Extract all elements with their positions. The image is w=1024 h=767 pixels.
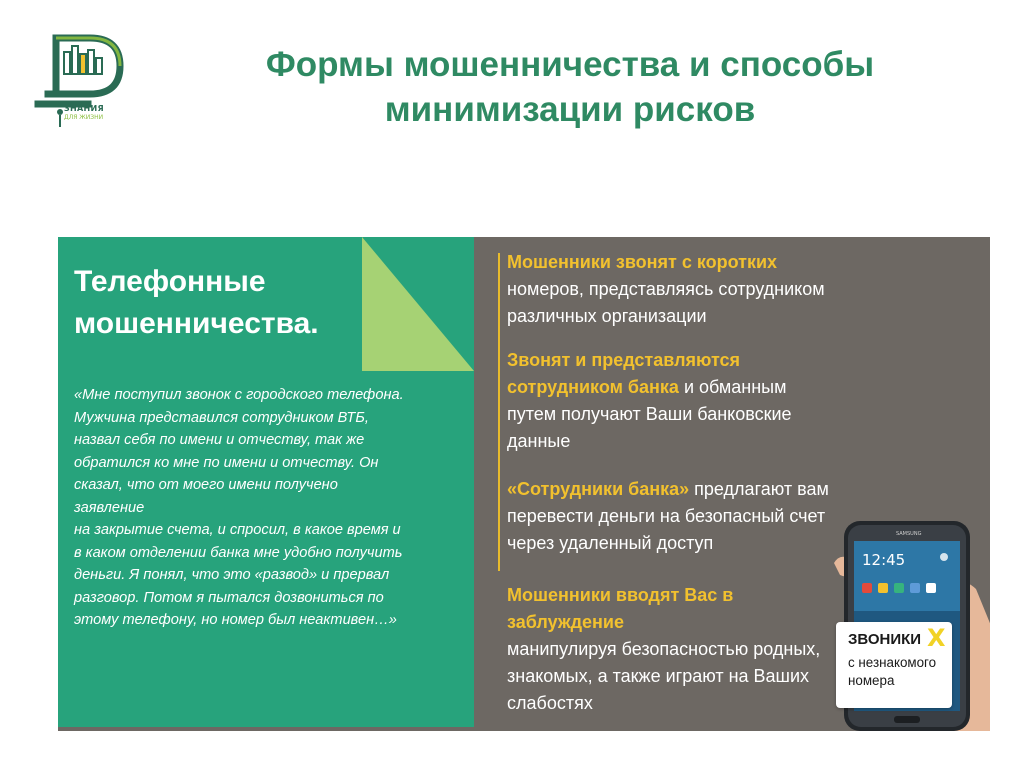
page-fold-icon xyxy=(362,237,474,371)
phone-time: 12:45 xyxy=(862,551,906,569)
point-text-line: через удаленный доступ xyxy=(507,533,714,553)
point-text-line: данные xyxy=(507,431,571,451)
yellow-divider xyxy=(498,253,500,571)
point-text-inline: и обманным xyxy=(678,377,787,397)
point-highlight: Звонят и представляются xyxy=(507,350,741,370)
quote-line: обратился ко мне по имени и отчеству. Он xyxy=(74,454,379,471)
point-text-line: номеров, представляясь сотрудником xyxy=(507,279,825,299)
quote-line: в каком отделении банка мне удобно получить xyxy=(74,544,403,561)
caller-card-subtitle-line1: с незнакомого xyxy=(848,655,937,670)
point-text-line: слабостях xyxy=(507,693,593,713)
phone-brand-label: SAMSUNG xyxy=(896,531,922,537)
caller-card-title: ЗВОНИКИ xyxy=(848,631,922,648)
quote-line: разговор. Потом я пытался дозвониться по xyxy=(74,589,384,606)
point-text-line: перевести деньги на безопасный счет xyxy=(507,506,826,526)
point-text-line: путем получают Ваши банковские xyxy=(507,404,792,424)
caller-card-x-mark: X xyxy=(927,624,946,652)
fraud-point-short-numbers xyxy=(507,249,872,330)
page-title-line1: Формы мошенничества и способы xyxy=(265,45,875,84)
fraud-points-list xyxy=(507,249,872,717)
quote-line: этому телефону, но номер был неактивен…» xyxy=(74,612,397,628)
logo-text-primary: ЗНАНИЯ xyxy=(64,104,104,113)
caller-card-subtitle-line2: номера xyxy=(848,673,895,688)
point-highlight: заблуждение xyxy=(507,612,624,632)
quote-line: «Мне поступил звонок с городского телефона. xyxy=(74,387,404,403)
unknown-caller-card xyxy=(836,622,952,708)
logo xyxy=(34,28,134,132)
caller-card-subtitle xyxy=(848,654,952,690)
quote-line: Мужчина представился сотрудником ВТБ, xyxy=(74,409,369,426)
panel-title-line1: Телефонные xyxy=(74,265,266,298)
point-highlight: Мошенники звонят с коротких xyxy=(507,252,778,272)
quote-line: сказал, что от моего имени получено заявление xyxy=(74,477,338,516)
point-text-line: знакомых, а также играют на Ваших xyxy=(507,666,810,686)
fraud-point-manipulation xyxy=(507,582,872,717)
page-title-line2: минимизации рисков xyxy=(384,90,756,129)
page-title xyxy=(180,42,960,132)
point-mixed-line xyxy=(507,374,872,401)
point-text-inline: предлагают вам xyxy=(689,479,829,499)
point-highlight: сотрудником банка xyxy=(507,377,679,397)
logo-text-secondary: ДЛЯ ЖИЗНИ xyxy=(64,114,104,121)
quote-line: деньги. Я понял, что это «развод» и прервал xyxy=(74,567,390,583)
point-text-line: манипулируя безопасностью родных, xyxy=(507,639,821,659)
quote-line: на закрытие счета, и спросил, в какое время и xyxy=(74,522,401,538)
quote-line: назвал себя по имени и отчеству, так же xyxy=(74,432,365,448)
victim-quote xyxy=(74,384,412,632)
panel-title xyxy=(74,261,364,345)
fraud-point-remote-access xyxy=(507,476,872,557)
point-mixed-line xyxy=(507,476,872,503)
point-text-line: различных организации xyxy=(507,306,707,326)
point-highlight: «Сотрудники банка» xyxy=(507,479,690,499)
point-highlight: Мошенники вводят Вас в xyxy=(507,585,734,605)
panel-title-line2: мошенничества. xyxy=(74,307,319,340)
fraud-point-bank-employee xyxy=(507,347,872,455)
slide-panel xyxy=(58,237,990,731)
